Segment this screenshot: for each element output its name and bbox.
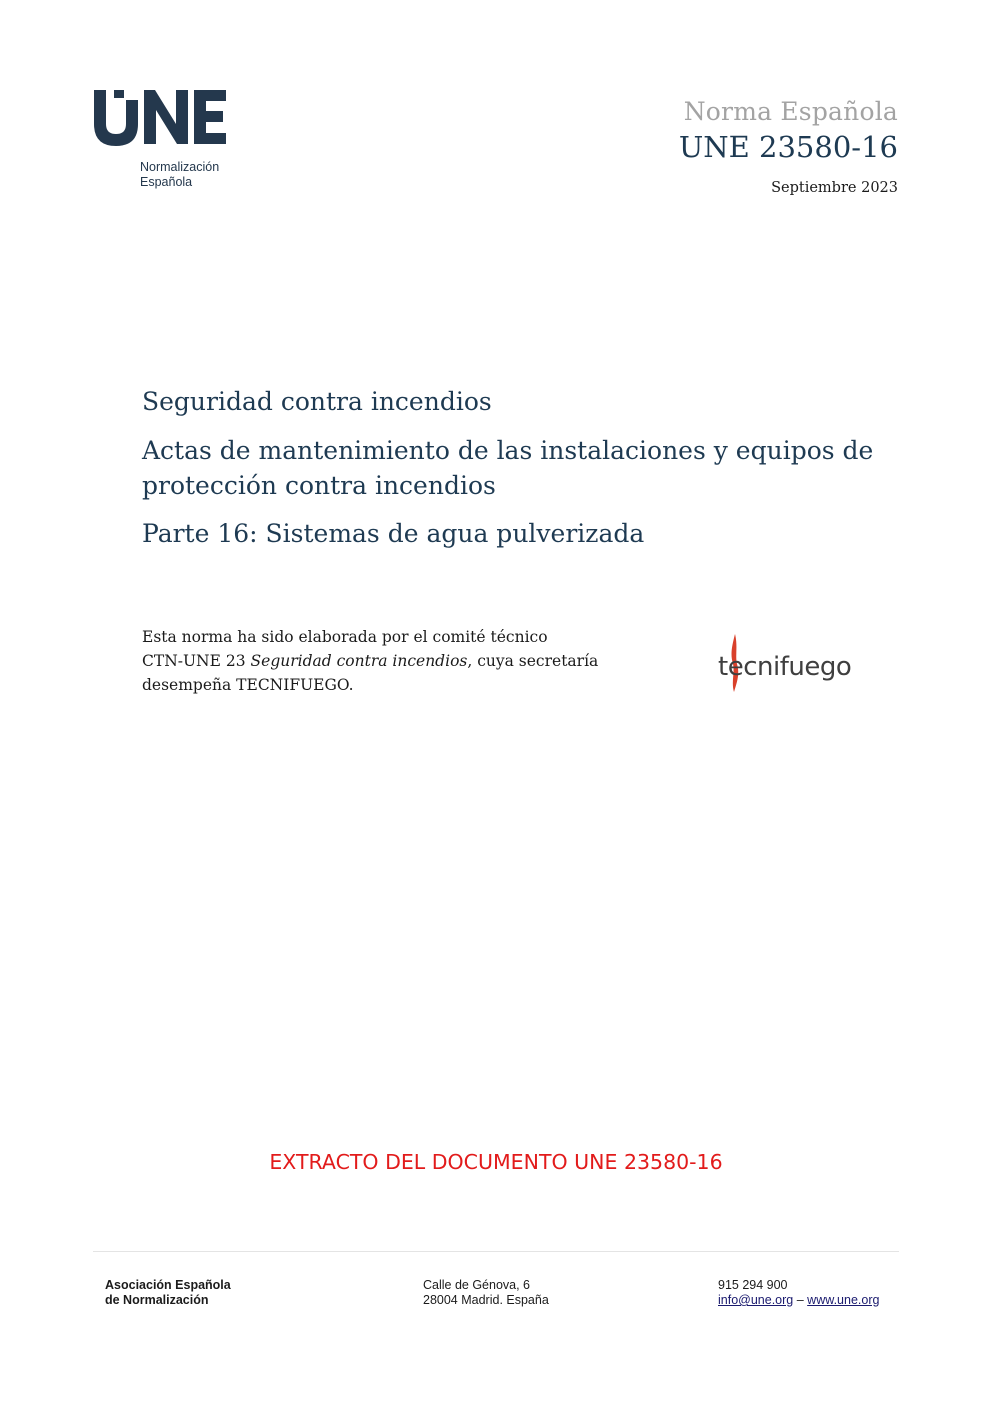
- committee-name: Seguridad contra incendios: [250, 652, 468, 670]
- extract-notice: EXTRACTO DEL DOCUMENTO UNE 23580-16: [269, 1150, 723, 1174]
- committee-middle: , cuya secretaría: [467, 652, 599, 670]
- footer-address: [423, 1278, 549, 1308]
- footer-organization: [105, 1278, 231, 1308]
- document-titles: [142, 384, 902, 551]
- footer-divider: [93, 1251, 899, 1252]
- footer-contact: [718, 1278, 879, 1308]
- footer-links: [718, 1293, 879, 1308]
- une-subtitle-line2: Española: [140, 175, 193, 189]
- committee-code: CTN-UNE 23: [142, 652, 246, 670]
- publication-date: Septiembre 2023: [771, 180, 898, 196]
- standard-label: Norma Española: [683, 97, 898, 126]
- title-part: Parte 16: Sistemas de agua pulverizada: [142, 519, 645, 548]
- website-link[interactable]: www.une.org: [807, 1293, 880, 1307]
- committee-line2: [142, 649, 662, 673]
- une-wordmark-icon: [92, 88, 232, 148]
- tecnifuego-wordmark: tecnifuego: [718, 652, 852, 682]
- standard-header: [679, 96, 898, 198]
- title-main: Actas de mantenimiento de las instalaciones y equipos de protección contra incendios: [142, 436, 874, 500]
- committee-line1: Esta norma ha sido elaborada por el comité técnico: [142, 628, 548, 646]
- footer-address-line1: Calle de Génova, 6: [423, 1278, 531, 1292]
- title-general: Seguridad contra incendios: [142, 387, 492, 416]
- footer-phone: 915 294 900: [718, 1278, 788, 1292]
- footer-org-line2: de Normalización: [105, 1293, 209, 1307]
- footer-address-line2: 28004 Madrid. España: [423, 1293, 549, 1307]
- tecnifuego-logo: [718, 632, 878, 702]
- une-subtitle-line1: Normalización: [140, 160, 220, 174]
- committee-statement: [142, 625, 662, 697]
- email-link[interactable]: info@une.org: [718, 1293, 794, 1307]
- committee-line3: desempeña TECNIFUEGO.: [142, 676, 354, 694]
- footer-separator: –: [796, 1293, 804, 1307]
- footer-org-line1: Asociación Española: [105, 1278, 231, 1292]
- une-logo: [92, 88, 242, 198]
- standard-code: UNE 23580-16: [678, 130, 898, 164]
